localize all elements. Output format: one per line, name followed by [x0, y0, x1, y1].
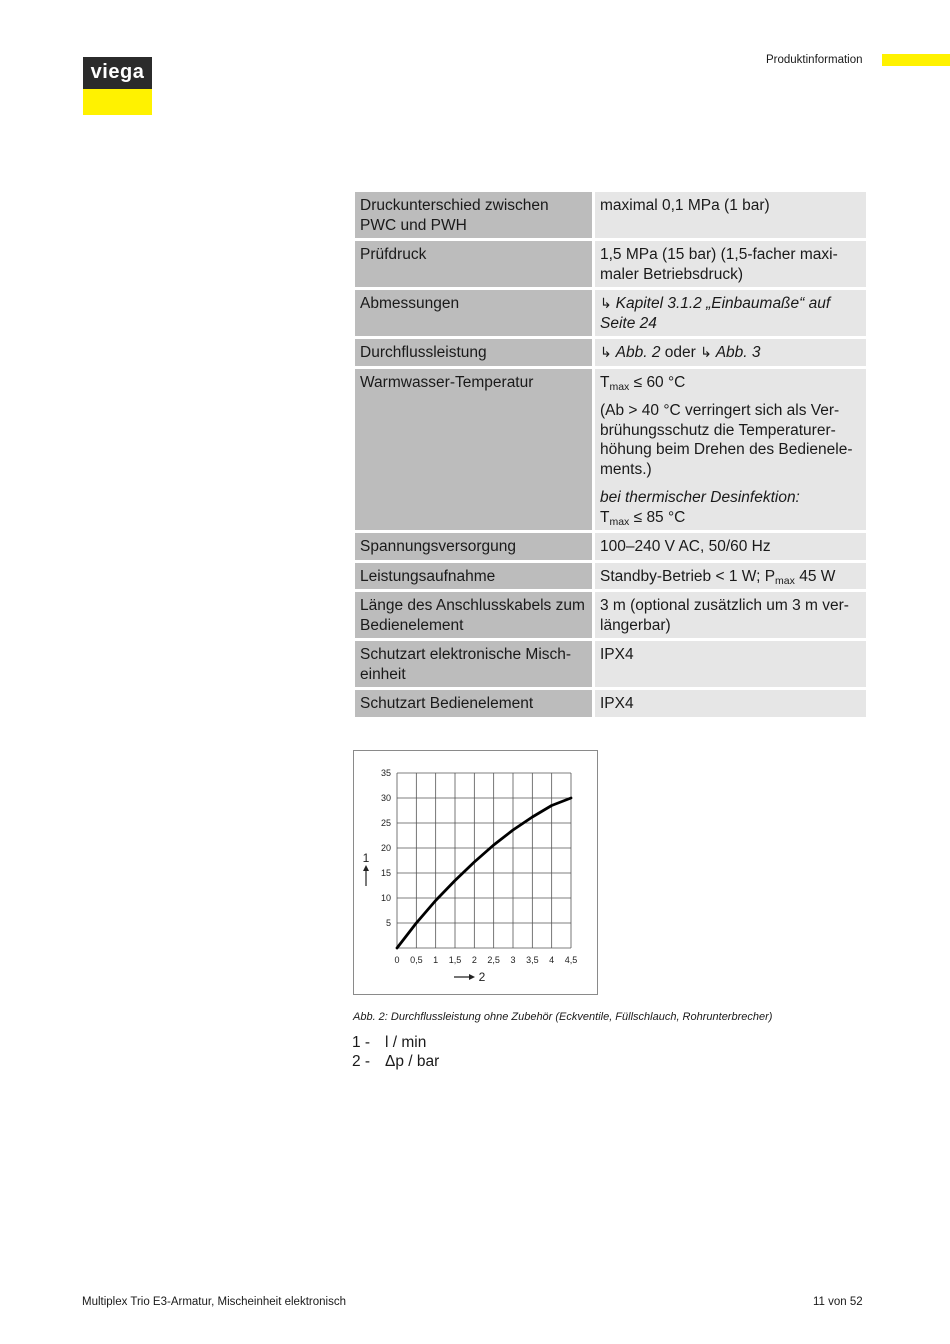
legend-text: Δp / bar — [385, 1053, 440, 1070]
table-row — [355, 339, 866, 366]
x-axis-label: 2 — [478, 970, 486, 984]
spec-value — [595, 290, 866, 336]
spec-key: Spannungsversorgung — [355, 533, 592, 560]
spec-key: Druckunterschied zwischen PWC und PWH — [355, 192, 592, 238]
y-tick-label: 15 — [380, 868, 391, 878]
x-tick-label: 3,5 — [526, 955, 539, 965]
cross-reference-icon: ↳ — [600, 295, 616, 311]
logo-yellow-block — [83, 89, 152, 115]
temperature-max: $T_{max} \le 60$ °C — [600, 373, 686, 393]
spec-key: Prüfdruck — [355, 241, 592, 287]
flow-chart-svg — [354, 751, 599, 996]
section-label: Produktinformation — [766, 54, 863, 66]
cross-reference-icon: ↳ — [700, 344, 716, 360]
spec-value: 100–240 V AC, 50/60 Hz — [595, 533, 866, 560]
disinfection-temperature: bei thermischer Desinfektion: $T_{max} \le 85$ °C — [600, 489, 800, 528]
spec-value: 1,5 MPa (15 bar) (1,5-facher maxi-maler Betriebsdruck) — [595, 241, 866, 287]
y-tick-label: 35 — [380, 768, 391, 778]
table-row — [355, 290, 866, 336]
temperature-note: (Ab > 40 °C verringert sich als Ver-brühungsschutz die Temperaturer-höhung beim Drehen des Bedienele-ments.) — [600, 402, 853, 478]
spec-value: maximal 0,1 MPa (1 bar) — [595, 192, 866, 238]
y-tick-label: 20 — [380, 843, 391, 853]
figure-caption: Abb. 2: Durchflussleistung ohne Zubehör (Eckventile, Füllschlauch, Rohrunterbrecher) — [353, 1011, 773, 1023]
cross-reference-icon: ↳ — [600, 344, 616, 360]
spec-value: 3 m (optional zusätzlich um 3 m ver-längerbar) — [595, 592, 866, 638]
header-accent-bar — [882, 54, 950, 66]
y-tick-label: 25 — [380, 818, 391, 828]
spec-key: Warmwasser-Temperatur — [355, 369, 592, 531]
spec-key: Schutzart Bedienelement — [355, 690, 592, 717]
x-tick-label: 0 — [394, 955, 400, 965]
figure-reference-link[interactable]: Abb. 2 — [615, 344, 661, 361]
spec-value: IPX4 — [595, 641, 866, 687]
specs-table — [352, 189, 869, 720]
y-tick-label: 5 — [385, 918, 391, 928]
spec-value: Standby-Betrieb < 1 W; $P_{max}$ 45 W — [595, 563, 866, 590]
table-row — [355, 592, 866, 638]
y-tick-label: 30 — [380, 793, 391, 803]
legend-text: l / min — [385, 1034, 427, 1051]
table-row — [355, 690, 866, 717]
x-tick-label: 1 — [433, 955, 439, 965]
figure-reference-link[interactable]: Abb. 3 — [715, 344, 761, 361]
x-tick-label: 4,5 — [564, 955, 578, 965]
viega-logo — [83, 57, 152, 115]
spec-key: Leistungsaufnahme — [355, 563, 592, 590]
spec-key: Schutzart elektronische Misch-einheit — [355, 641, 592, 687]
x-tick-label: 0,5 — [410, 955, 423, 965]
page-number: 11 von 52 — [813, 1296, 863, 1308]
x-tick-label: 4 — [549, 955, 555, 965]
x-axis-arrow-icon — [469, 974, 475, 980]
flow-chart — [353, 750, 598, 995]
spec-key: Abmessungen — [355, 290, 592, 336]
chapter-reference-link[interactable]: Kapitel 3.1.2 „Einbaumaße“ auf Seite 24 — [600, 295, 831, 332]
x-tick-label: 2 — [471, 955, 477, 965]
spec-key: Länge des Anschlusskabels zum Bedienelement — [355, 592, 592, 638]
y-tick-label: 10 — [380, 893, 391, 903]
conjunction-text: oder — [664, 344, 696, 361]
table-row — [355, 241, 866, 287]
x-tick-label: 3 — [510, 955, 516, 965]
y-axis-label: 1 — [362, 851, 370, 865]
spec-key: Durchflussleistung — [355, 339, 592, 366]
table-row — [355, 641, 866, 687]
spec-value: IPX4 — [595, 690, 866, 717]
x-tick-label: 2,5 — [487, 955, 500, 965]
y-axis-arrow-icon — [363, 865, 369, 871]
figure-legend — [352, 1033, 439, 1071]
legend-number: 2 - — [352, 1053, 371, 1070]
table-row — [355, 192, 866, 238]
legend-item — [352, 1052, 439, 1071]
x-tick-label: 1,5 — [448, 955, 462, 965]
spec-value — [595, 369, 866, 531]
table-row — [355, 369, 866, 531]
spec-value — [595, 339, 866, 366]
table-row — [355, 533, 866, 560]
legend-item — [352, 1033, 439, 1052]
logo-wordmark: viega — [83, 57, 152, 89]
table-row — [355, 563, 866, 590]
footer-title: Multiplex Trio E3-Armatur, Mischeinheit elektronisch — [82, 1296, 346, 1308]
legend-number: 1 - — [352, 1034, 371, 1051]
